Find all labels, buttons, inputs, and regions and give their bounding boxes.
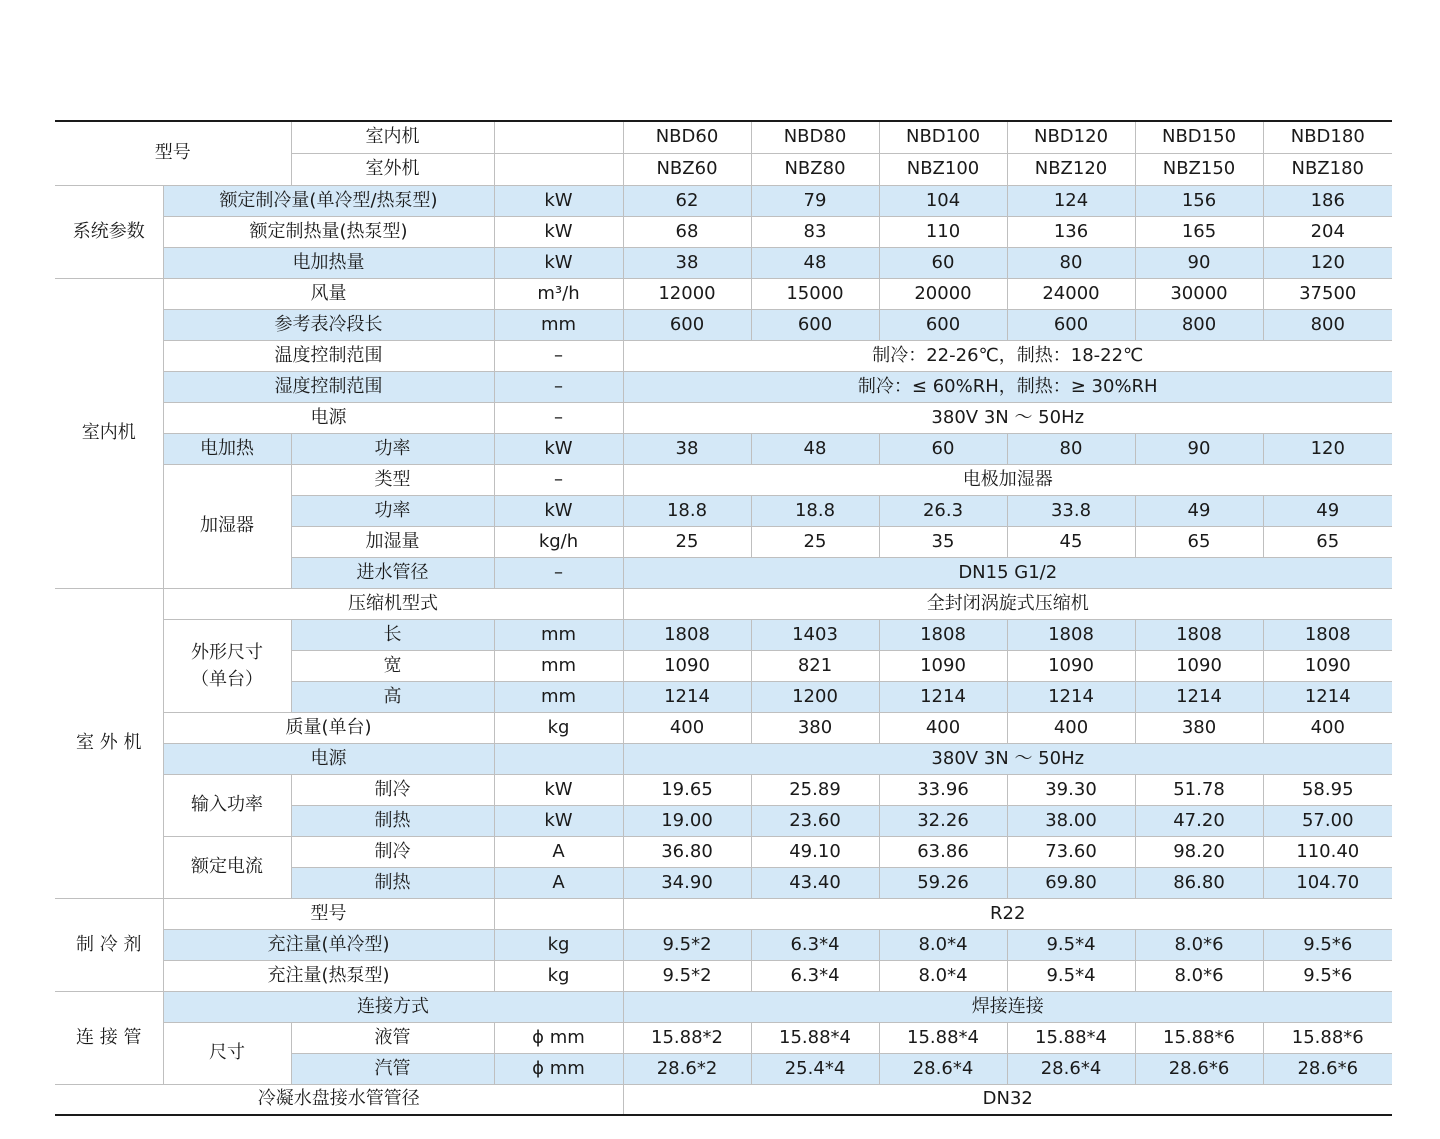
spec-table <box>55 120 1392 1116</box>
cell-value: 28.6*4 <box>1007 1053 1135 1084</box>
model-label: 型号 <box>55 121 291 185</box>
cell-value: 380 <box>1135 712 1263 743</box>
row-unit: kg <box>494 960 623 991</box>
row-label: 型号 <box>163 898 494 929</box>
row-unit: A <box>494 867 623 898</box>
cell-value: 1090 <box>623 650 751 681</box>
row-unit <box>494 743 623 774</box>
table-row <box>55 929 1392 960</box>
cell-value: 600 <box>1007 309 1135 340</box>
indoor-model: NBD120 <box>1007 121 1135 153</box>
cell-value: 136 <box>1007 216 1135 247</box>
row-unit: mm <box>494 681 623 712</box>
outdoor-model: NBZ150 <box>1135 153 1263 185</box>
span-value: 制冷：22-26℃，制热：18-22℃ <box>623 340 1392 371</box>
cell-value: 186 <box>1263 185 1392 216</box>
table-row <box>55 588 1392 619</box>
row-label: 充注量(单冷型) <box>163 929 494 960</box>
row-label: 连接方式 <box>163 991 623 1022</box>
span-value: 电极加湿器 <box>623 464 1392 495</box>
indoor-label: 室内机 <box>291 121 494 153</box>
cell-value: 800 <box>1135 309 1263 340</box>
subgroup-label: 外形尺寸 （单台） <box>163 619 291 712</box>
cell-value: 1808 <box>1135 619 1263 650</box>
table-row <box>55 1022 1392 1053</box>
cell-value: 58.95 <box>1263 774 1392 805</box>
row-label: 额定制热量(热泵型) <box>163 216 494 247</box>
span-value: 焊接连接 <box>623 991 1392 1022</box>
cell-value: 83 <box>751 216 879 247</box>
cell-value: 90 <box>1135 247 1263 278</box>
span-value: 380V 3N ～ 50Hz <box>623 402 1392 433</box>
cell-value: 15.88*2 <box>623 1022 751 1053</box>
header-unit-cell <box>494 153 623 185</box>
cell-value: 28.6*2 <box>623 1053 751 1084</box>
group-refrigerant: 制 冷 剂 <box>55 898 163 991</box>
cell-value: 204 <box>1263 216 1392 247</box>
cell-value: 30000 <box>1135 278 1263 309</box>
cell-value: 15000 <box>751 278 879 309</box>
header-unit-cell <box>494 121 623 153</box>
row-label: 进水管径 <box>291 557 494 588</box>
row-unit: kg <box>494 712 623 743</box>
cell-value: 63.86 <box>879 836 1007 867</box>
cell-value: 38 <box>623 247 751 278</box>
row-unit: mm <box>494 650 623 681</box>
cell-value: 15.88*4 <box>879 1022 1007 1053</box>
row-unit: kW <box>494 185 623 216</box>
outdoor-model: NBZ80 <box>751 153 879 185</box>
cell-value: 69.80 <box>1007 867 1135 898</box>
table-row <box>55 340 1392 371</box>
cell-value: 59.26 <box>879 867 1007 898</box>
cell-value: 9.5*4 <box>1007 960 1135 991</box>
cell-value: 25.89 <box>751 774 879 805</box>
table-row <box>55 371 1392 402</box>
table-row <box>55 712 1392 743</box>
table-row <box>55 247 1392 278</box>
cell-value: 24000 <box>1007 278 1135 309</box>
row-label: 湿度控制范围 <box>163 371 494 402</box>
row-label: 制冷 <box>291 836 494 867</box>
table-row <box>55 960 1392 991</box>
indoor-model: NBD80 <box>751 121 879 153</box>
table-row <box>55 216 1392 247</box>
cell-value: 19.65 <box>623 774 751 805</box>
cell-value: 15.88*4 <box>751 1022 879 1053</box>
cell-value: 28.6*6 <box>1263 1053 1392 1084</box>
cell-value: 600 <box>751 309 879 340</box>
cell-value: 62 <box>623 185 751 216</box>
cell-value: 380 <box>751 712 879 743</box>
outdoor-model: NBZ100 <box>879 153 1007 185</box>
row-unit: m³/h <box>494 278 623 309</box>
row-label: 类型 <box>291 464 494 495</box>
row-label: 宽 <box>291 650 494 681</box>
cell-value: 1090 <box>1007 650 1135 681</box>
row-unit: kg/h <box>494 526 623 557</box>
table-row <box>55 402 1392 433</box>
cell-value: 1403 <box>751 619 879 650</box>
outdoor-label: 室外机 <box>291 153 494 185</box>
outdoor-model: NBZ180 <box>1263 153 1392 185</box>
cell-value: 1808 <box>1263 619 1392 650</box>
cell-value: 1214 <box>1135 681 1263 712</box>
cell-value: 25.4*4 <box>751 1053 879 1084</box>
row-unit: – <box>494 557 623 588</box>
cell-value: 38.00 <box>1007 805 1135 836</box>
cell-value: 1808 <box>1007 619 1135 650</box>
row-label: 风量 <box>163 278 494 309</box>
cell-value: 1808 <box>879 619 1007 650</box>
cell-value: 1214 <box>623 681 751 712</box>
cell-value: 35 <box>879 526 1007 557</box>
cell-value: 1214 <box>879 681 1007 712</box>
cell-value: 800 <box>1263 309 1392 340</box>
cell-value: 18.8 <box>751 495 879 526</box>
row-unit: – <box>494 340 623 371</box>
cell-value: 26.3 <box>879 495 1007 526</box>
cell-value: 20000 <box>879 278 1007 309</box>
subgroup-label: 尺寸 <box>163 1022 291 1084</box>
cell-value: 38 <box>623 433 751 464</box>
table-row <box>55 836 1392 867</box>
indoor-model: NBD150 <box>1135 121 1263 153</box>
table-row <box>55 433 1392 464</box>
cell-value: 400 <box>1263 712 1392 743</box>
row-label: 温度控制范围 <box>163 340 494 371</box>
row-label: 制冷 <box>291 774 494 805</box>
cell-value: 400 <box>879 712 1007 743</box>
group-indoor: 室内机 <box>55 278 163 588</box>
cell-value: 48 <box>751 247 879 278</box>
table-row <box>55 309 1392 340</box>
cell-value: 8.0*4 <box>879 929 1007 960</box>
span-value: 全封闭涡旋式压缩机 <box>623 588 1392 619</box>
cell-value: 65 <box>1263 526 1392 557</box>
cell-value: 33.96 <box>879 774 1007 805</box>
header-row-indoor <box>55 121 1392 153</box>
cell-value: 79 <box>751 185 879 216</box>
table-row <box>55 743 1392 774</box>
table-row <box>55 991 1392 1022</box>
cell-value: 110.40 <box>1263 836 1392 867</box>
cell-value: 165 <box>1135 216 1263 247</box>
indoor-model: NBD60 <box>623 121 751 153</box>
cell-value: 34.90 <box>623 867 751 898</box>
row-label: 功率 <box>291 433 494 464</box>
row-unit: mm <box>494 309 623 340</box>
group-piping: 连 接 管 <box>55 991 163 1084</box>
cell-value: 80 <box>1007 247 1135 278</box>
row-unit: – <box>494 464 623 495</box>
row-unit: A <box>494 836 623 867</box>
cell-value: 104 <box>879 185 1007 216</box>
cell-value: 19.00 <box>623 805 751 836</box>
cell-value: 80 <box>1007 433 1135 464</box>
row-unit: – <box>494 371 623 402</box>
subgroup-label: 输入功率 <box>163 774 291 836</box>
cell-value: 57.00 <box>1263 805 1392 836</box>
cell-value: 51.78 <box>1135 774 1263 805</box>
cell-value: 28.6*4 <box>879 1053 1007 1084</box>
cell-value: 9.5*2 <box>623 929 751 960</box>
row-unit: ϕ mm <box>494 1022 623 1053</box>
cell-value: 25 <box>751 526 879 557</box>
table-row <box>55 185 1392 216</box>
row-label: 电加热量 <box>163 247 494 278</box>
row-label: 汽管 <box>291 1053 494 1084</box>
row-label: 额定制冷量(单冷型/热泵型) <box>163 185 494 216</box>
cell-value: 45 <box>1007 526 1135 557</box>
outdoor-model: NBZ60 <box>623 153 751 185</box>
cell-value: 9.5*2 <box>623 960 751 991</box>
cell-value: 400 <box>1007 712 1135 743</box>
cell-value: 15.88*6 <box>1135 1022 1263 1053</box>
cell-value: 25 <box>623 526 751 557</box>
row-label: 冷凝水盘接水管管径 <box>55 1084 623 1115</box>
row-label: 电源 <box>163 743 494 774</box>
subgroup-label: 加湿器 <box>163 464 291 588</box>
cell-value: 49 <box>1135 495 1263 526</box>
cell-value: 6.3*4 <box>751 929 879 960</box>
row-label: 充注量(热泵型) <box>163 960 494 991</box>
cell-value: 120 <box>1263 247 1392 278</box>
row-label: 长 <box>291 619 494 650</box>
cell-value: 60 <box>879 433 1007 464</box>
span-value: 380V 3N ～ 50Hz <box>623 743 1392 774</box>
row-label: 制热 <box>291 867 494 898</box>
cell-value: 12000 <box>623 278 751 309</box>
cell-value: 90 <box>1135 433 1263 464</box>
cell-value: 600 <box>623 309 751 340</box>
table-row <box>55 278 1392 309</box>
cell-value: 48 <box>751 433 879 464</box>
span-value: DN15 G1/2 <box>623 557 1392 588</box>
cell-value: 39.30 <box>1007 774 1135 805</box>
table-row <box>55 898 1392 929</box>
row-label: 质量(单台) <box>163 712 494 743</box>
cell-value: 68 <box>623 216 751 247</box>
cell-value: 49.10 <box>751 836 879 867</box>
row-unit: kg <box>494 929 623 960</box>
table-row <box>55 464 1392 495</box>
cell-value: 15.88*4 <box>1007 1022 1135 1053</box>
cell-value: 9.5*4 <box>1007 929 1135 960</box>
table-row <box>55 619 1392 650</box>
row-label: 制热 <box>291 805 494 836</box>
cell-value: 28.6*6 <box>1135 1053 1263 1084</box>
row-unit: – <box>494 402 623 433</box>
cell-value: 156 <box>1135 185 1263 216</box>
table-row <box>55 774 1392 805</box>
subgroup-label: 电加热 <box>163 433 291 464</box>
row-label: 液管 <box>291 1022 494 1053</box>
cell-value: 600 <box>879 309 1007 340</box>
span-value: R22 <box>623 898 1392 929</box>
cell-value: 37500 <box>1263 278 1392 309</box>
cell-value: 8.0*4 <box>879 960 1007 991</box>
cell-value: 23.60 <box>751 805 879 836</box>
cell-value: 1090 <box>879 650 1007 681</box>
cell-value: 6.3*4 <box>751 960 879 991</box>
row-label: 加湿量 <box>291 526 494 557</box>
cell-value: 1808 <box>623 619 751 650</box>
cell-value: 1214 <box>1263 681 1392 712</box>
row-unit: kW <box>494 805 623 836</box>
cell-value: 9.5*6 <box>1263 960 1392 991</box>
row-label: 电源 <box>163 402 494 433</box>
cell-value: 43.40 <box>751 867 879 898</box>
indoor-model: NBD180 <box>1263 121 1392 153</box>
cell-value: 98.20 <box>1135 836 1263 867</box>
cell-value: 120 <box>1263 433 1392 464</box>
row-unit: mm <box>494 619 623 650</box>
table-row <box>55 1084 1392 1115</box>
cell-value: 49 <box>1263 495 1392 526</box>
row-unit: kW <box>494 247 623 278</box>
cell-value: 86.80 <box>1135 867 1263 898</box>
row-label: 压缩机型式 <box>163 588 623 619</box>
cell-value: 110 <box>879 216 1007 247</box>
row-label: 参考表冷段长 <box>163 309 494 340</box>
row-unit: kW <box>494 495 623 526</box>
cell-value: 33.8 <box>1007 495 1135 526</box>
group-system: 系统参数 <box>55 185 163 278</box>
cell-value: 1214 <box>1007 681 1135 712</box>
cell-value: 65 <box>1135 526 1263 557</box>
cell-value: 47.20 <box>1135 805 1263 836</box>
row-unit: ϕ mm <box>494 1053 623 1084</box>
indoor-model: NBD100 <box>879 121 1007 153</box>
cell-value: 8.0*6 <box>1135 960 1263 991</box>
row-label: 高 <box>291 681 494 712</box>
span-value: DN32 <box>623 1084 1392 1115</box>
cell-value: 60 <box>879 247 1007 278</box>
outdoor-model: NBZ120 <box>1007 153 1135 185</box>
cell-value: 9.5*6 <box>1263 929 1392 960</box>
row-unit: kW <box>494 774 623 805</box>
row-unit: kW <box>494 216 623 247</box>
cell-value: 821 <box>751 650 879 681</box>
cell-value: 18.8 <box>623 495 751 526</box>
group-outdoor: 室 外 机 <box>55 588 163 898</box>
cell-value: 8.0*6 <box>1135 929 1263 960</box>
cell-value: 104.70 <box>1263 867 1392 898</box>
cell-value: 73.60 <box>1007 836 1135 867</box>
cell-value: 15.88*6 <box>1263 1022 1392 1053</box>
cell-value: 1090 <box>1263 650 1392 681</box>
cell-value: 124 <box>1007 185 1135 216</box>
cell-value: 1200 <box>751 681 879 712</box>
row-label: 功率 <box>291 495 494 526</box>
span-value: 制冷：≤ 60%RH，制热：≥ 30%RH <box>623 371 1392 402</box>
cell-value: 36.80 <box>623 836 751 867</box>
subgroup-label: 额定电流 <box>163 836 291 898</box>
cell-value: 1090 <box>1135 650 1263 681</box>
row-unit <box>494 898 623 929</box>
cell-value: 32.26 <box>879 805 1007 836</box>
row-unit: kW <box>494 433 623 464</box>
cell-value: 400 <box>623 712 751 743</box>
